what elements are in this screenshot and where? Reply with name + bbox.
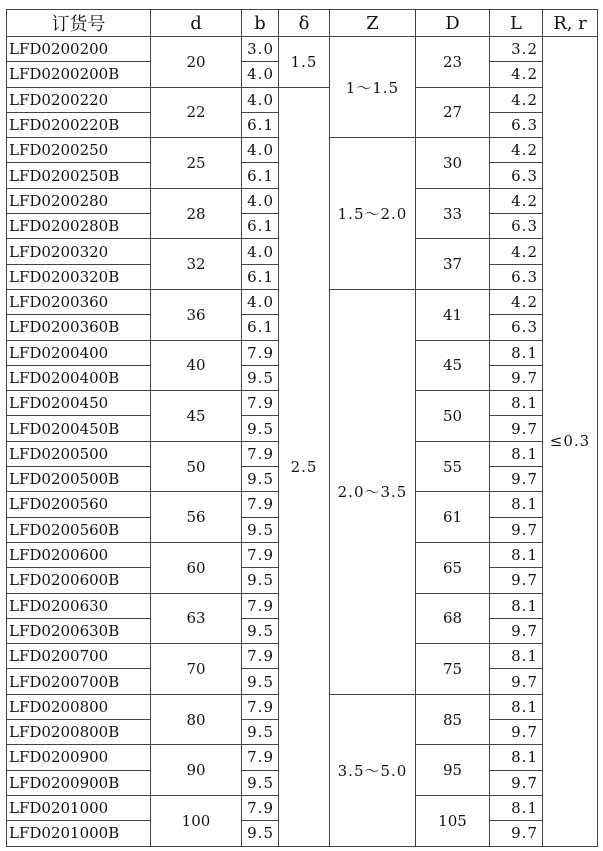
big-d-cell: 61 [416, 492, 490, 543]
b-cell: 9.5 [242, 467, 279, 492]
big-d-cell: 27 [416, 87, 490, 138]
l-cell: 8.1 [490, 441, 543, 466]
order-number-cell: LFD0200500 [7, 441, 151, 466]
order-number-cell: LFD0200360 [7, 289, 151, 314]
b-cell: 9.5 [242, 365, 279, 390]
l-cell: 9.7 [490, 416, 543, 441]
order-number-cell: LFD0200900B [7, 770, 151, 795]
d-cell: 20 [151, 37, 242, 88]
header-delta: δ [279, 10, 330, 37]
big-d-cell: 50 [416, 391, 490, 442]
d-cell: 22 [151, 87, 242, 138]
big-d-cell: 85 [416, 694, 490, 745]
l-cell: 8.1 [490, 694, 543, 719]
d-cell: 25 [151, 138, 242, 189]
big-d-cell: 33 [416, 188, 490, 239]
b-cell: 7.9 [242, 593, 279, 618]
order-number-cell: LFD0200320B [7, 264, 151, 289]
d-cell: 100 [151, 795, 242, 846]
order-number-cell: LFD0200200 [7, 37, 151, 62]
l-cell: 6.3 [490, 214, 543, 239]
big-d-cell: 55 [416, 441, 490, 492]
order-number-cell: LFD0200450B [7, 416, 151, 441]
order-number-cell: LFD0200900 [7, 745, 151, 770]
order-number-cell: LFD0200600B [7, 568, 151, 593]
spec-table [6, 9, 598, 847]
d-cell: 60 [151, 542, 242, 593]
b-cell: 7.9 [242, 441, 279, 466]
l-cell: 9.7 [490, 770, 543, 795]
order-number-cell: LFD0200400 [7, 340, 151, 365]
order-number-cell: LFD0200450 [7, 391, 151, 416]
d-cell: 28 [151, 188, 242, 239]
l-cell: 6.3 [490, 315, 543, 340]
big-d-cell: 68 [416, 593, 490, 644]
l-cell: 8.1 [490, 593, 543, 618]
l-cell: 4.2 [490, 138, 543, 163]
b-cell: 9.5 [242, 568, 279, 593]
l-cell: 9.7 [490, 467, 543, 492]
d-cell: 90 [151, 745, 242, 796]
delta-cell: 1.5 [279, 37, 330, 88]
l-cell: 8.1 [490, 340, 543, 365]
order-number-cell: LFD0200700B [7, 669, 151, 694]
order-number-cell: LFD0200800 [7, 694, 151, 719]
b-cell: 6.1 [242, 112, 279, 137]
big-d-cell: 75 [416, 644, 490, 695]
b-cell: 6.1 [242, 315, 279, 340]
z-cell: 1.5～2.0 [330, 138, 416, 290]
d-cell: 63 [151, 593, 242, 644]
b-cell: 6.1 [242, 163, 279, 188]
header-big-d: D [416, 10, 490, 37]
b-cell: 9.5 [242, 720, 279, 745]
order-number-cell: LFD0200400B [7, 365, 151, 390]
l-cell: 8.1 [490, 795, 543, 820]
b-cell: 7.9 [242, 745, 279, 770]
d-cell: 40 [151, 340, 242, 391]
b-cell: 4.0 [242, 62, 279, 87]
d-cell: 36 [151, 289, 242, 340]
delta-cell: 2.5 [279, 87, 330, 846]
d-cell: 70 [151, 644, 242, 695]
order-number-cell: LFD0200200B [7, 62, 151, 87]
big-d-cell: 41 [416, 289, 490, 340]
l-cell: 9.7 [490, 821, 543, 846]
order-number-cell: LFD0200800B [7, 720, 151, 745]
big-d-cell: 65 [416, 542, 490, 593]
b-cell: 4.0 [242, 289, 279, 314]
order-number-cell: LFD0201000B [7, 821, 151, 846]
d-cell: 50 [151, 441, 242, 492]
l-cell: 3.2 [490, 37, 543, 62]
l-cell: 9.7 [490, 517, 543, 542]
l-cell: 4.2 [490, 87, 543, 112]
b-cell: 9.5 [242, 517, 279, 542]
order-number-cell: LFD0200500B [7, 467, 151, 492]
header-z: Z [330, 10, 416, 37]
b-cell: 4.0 [242, 188, 279, 213]
z-cell: 3.5～5.0 [330, 694, 416, 846]
b-cell: 9.5 [242, 821, 279, 846]
b-cell: 3.0 [242, 37, 279, 62]
b-cell: 7.9 [242, 694, 279, 719]
b-cell: 7.9 [242, 795, 279, 820]
order-number-cell: LFD0200630B [7, 618, 151, 643]
l-cell: 8.1 [490, 492, 543, 517]
big-d-cell: 45 [416, 340, 490, 391]
b-cell: 7.9 [242, 644, 279, 669]
radius-cell: ≤0.3 [543, 37, 598, 847]
header-row [7, 10, 598, 37]
big-d-cell: 30 [416, 138, 490, 189]
b-cell: 9.5 [242, 669, 279, 694]
order-number-cell: LFD0200560B [7, 517, 151, 542]
l-cell: 8.1 [490, 644, 543, 669]
b-cell: 6.1 [242, 214, 279, 239]
b-cell: 6.1 [242, 264, 279, 289]
b-cell: 7.9 [242, 340, 279, 365]
header-order-number: 订货号 [7, 10, 151, 37]
b-cell: 4.0 [242, 138, 279, 163]
order-number-cell: LFD0200360B [7, 315, 151, 340]
l-cell: 8.1 [490, 391, 543, 416]
l-cell: 9.7 [490, 568, 543, 593]
b-cell: 4.0 [242, 239, 279, 264]
l-cell: 4.2 [490, 289, 543, 314]
b-cell: 9.5 [242, 770, 279, 795]
header-d: d [151, 10, 242, 37]
order-number-cell: LFD0201000 [7, 795, 151, 820]
order-number-cell: LFD0200280B [7, 214, 151, 239]
d-cell: 56 [151, 492, 242, 543]
order-number-cell: LFD0200630 [7, 593, 151, 618]
l-cell: 4.2 [490, 62, 543, 87]
big-d-cell: 95 [416, 745, 490, 796]
header-b: b [242, 10, 279, 37]
b-cell: 4.0 [242, 87, 279, 112]
d-cell: 45 [151, 391, 242, 442]
order-number-cell: LFD0200320 [7, 239, 151, 264]
l-cell: 9.7 [490, 669, 543, 694]
order-number-cell: LFD0200280 [7, 188, 151, 213]
l-cell: 9.7 [490, 618, 543, 643]
header-radius: R, r [543, 10, 598, 37]
l-cell: 6.3 [490, 163, 543, 188]
big-d-cell: 23 [416, 37, 490, 88]
header-l: L [490, 10, 543, 37]
table-row [7, 87, 598, 112]
b-cell: 7.9 [242, 492, 279, 517]
order-number-cell: LFD0200250 [7, 138, 151, 163]
order-number-cell: LFD0200700 [7, 644, 151, 669]
spec-table-wrapper [6, 9, 598, 847]
d-cell: 32 [151, 239, 242, 290]
l-cell: 8.1 [490, 745, 543, 770]
order-number-cell: LFD0200220B [7, 112, 151, 137]
b-cell: 7.9 [242, 391, 279, 416]
l-cell: 4.2 [490, 188, 543, 213]
l-cell: 9.7 [490, 720, 543, 745]
b-cell: 9.5 [242, 618, 279, 643]
order-number-cell: LFD0200600 [7, 542, 151, 567]
table-body [7, 37, 598, 847]
big-d-cell: 37 [416, 239, 490, 290]
l-cell: 8.1 [490, 542, 543, 567]
order-number-cell: LFD0200220 [7, 87, 151, 112]
b-cell: 7.9 [242, 542, 279, 567]
l-cell: 9.7 [490, 365, 543, 390]
d-cell: 80 [151, 694, 242, 745]
table-row [7, 37, 598, 62]
z-cell: 1～1.5 [330, 37, 416, 138]
l-cell: 6.3 [490, 112, 543, 137]
order-number-cell: LFD0200250B [7, 163, 151, 188]
big-d-cell: 105 [416, 795, 490, 846]
l-cell: 4.2 [490, 239, 543, 264]
l-cell: 6.3 [490, 264, 543, 289]
b-cell: 9.5 [242, 416, 279, 441]
order-number-cell: LFD0200560 [7, 492, 151, 517]
z-cell: 2.0～3.5 [330, 289, 416, 694]
